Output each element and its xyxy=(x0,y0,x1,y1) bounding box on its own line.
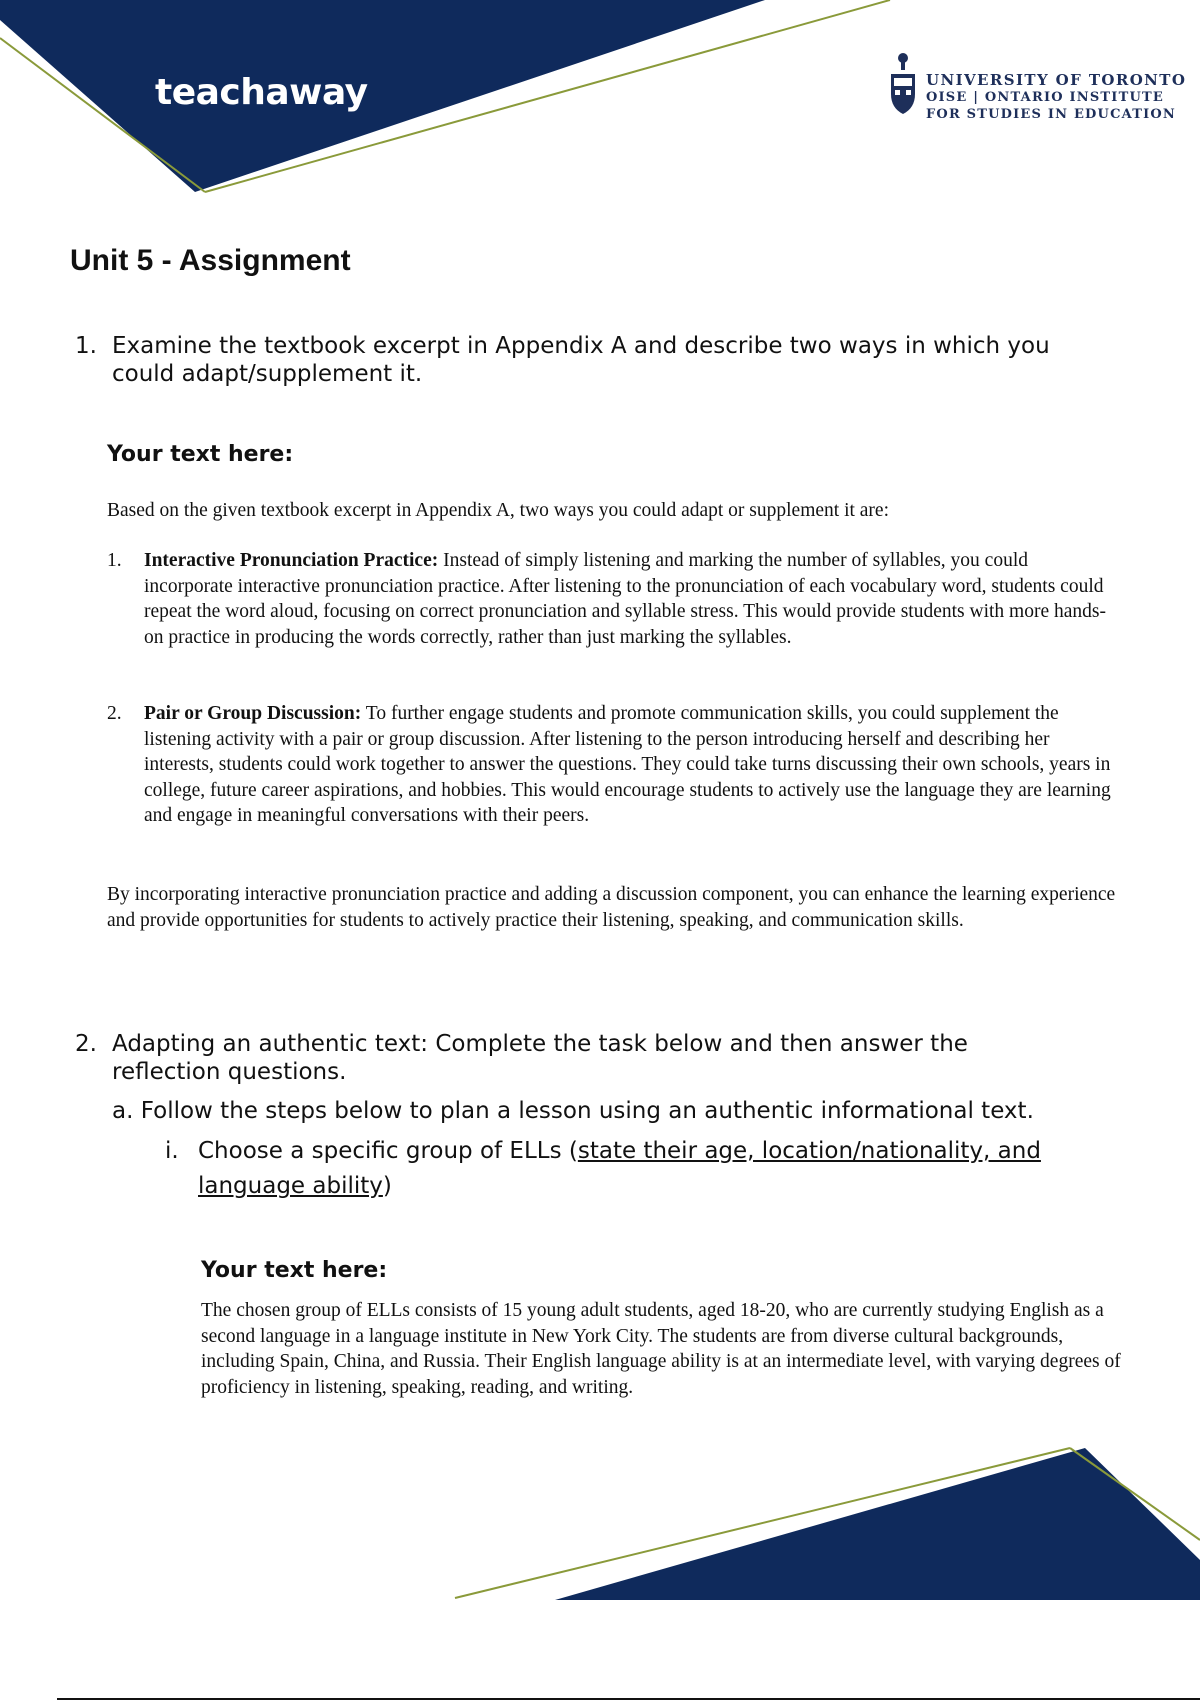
answer-2-heading: Your text here: xyxy=(201,1258,388,1283)
answer-1-item-2-title: Pair or Group Discussion: xyxy=(144,703,362,724)
question-2-number: 2. xyxy=(75,1031,97,1057)
teachaway-logo-text: teachaway xyxy=(155,72,368,113)
answer-1-closing: By incorporating interactive pronunciation practice and adding a discussion component, you can enhance the learning experience and provide opportunities for students to actively practice their listening, speaking, and communication skills. xyxy=(107,884,1116,931)
answer-1-item-1-number: 1. xyxy=(107,550,122,571)
answer-2-text: The chosen group of ELLs consists of 15 young adult students, aged 18-20, who are currently studying English as a second language in a language institute in New York City. The students are from diverse cultural backgrounds, including Spain, China, and Russia. Their English language ability is at an intermediate level, with varying degrees of proficiency in listening, speaking, reading, and writing. xyxy=(201,1300,1121,1398)
answer-1-item-2-number: 2. xyxy=(107,703,122,724)
answer-1-item-1-title: Interactive Pronunciation Practice: xyxy=(144,550,439,571)
question-1-number: 1. xyxy=(75,333,97,359)
uoft-name: UNIVERSITY OF TORONTO xyxy=(926,71,1187,89)
question-2-text: Adapting an authentic text: Complete the task below and then answer the reflection questions. xyxy=(112,1031,968,1085)
uoft-oise-logo xyxy=(888,52,1188,124)
answer-1-item-1-text: Instead of simply listening and marking the number of syllables, you could incorporate interactive pronunciation practice. After listening to the pronunciation of each vocabulary word, students could repeat the word aloud, focusing on correct pronunciation and syllable stress. This would provide students with more hands-on practice in producing the words correctly, rather than just marking the syllables. xyxy=(144,550,1106,648)
question-1-text: Examine the textbook excerpt in Appendix A and describe two ways in which you could adapt/supplement it. xyxy=(112,333,1050,387)
oise-line: OISE | ONTARIO INSTITUTE xyxy=(926,90,1164,105)
answer-1-item-2-text: To further engage students and promote communication skills, you could supplement the listening activity with a pair or group discussion. After listening to the person introducing herself and describing her interests, students could work together to answer the questions. They could take turns discussing their own schools, years in college, future career aspirations, and hobbies. This would encourage students to actively use the language they are learning and engage in meaningful conversations with their peers. xyxy=(144,703,1111,826)
answer-1-item-2 xyxy=(107,701,1117,829)
question-2-part-a-i-text: Choose a specific group of ELLs ( xyxy=(198,1138,578,1164)
answer-1-intro: Based on the given textbook excerpt in Appendix A, two ways you could adapt or supplement it are: xyxy=(107,500,889,521)
question-1 xyxy=(75,332,1075,388)
question-2-part-a-i-close: ) xyxy=(382,1173,392,1199)
question-2-part-a-i-number: i. xyxy=(165,1138,179,1164)
teachaway-logo xyxy=(155,72,368,113)
question-2-part-a-i-underlined: state their age, location/nationality, and language ability xyxy=(198,1138,1041,1199)
question-2-part-a-i xyxy=(165,1134,1065,1204)
question-2 xyxy=(75,1030,1075,1086)
header-navy-shape xyxy=(0,0,765,192)
answer-1-heading: Your text here: xyxy=(107,442,294,467)
question-2-part-a: a. Follow the steps below to plan a lesson using an authentic informational text. xyxy=(112,1098,1034,1124)
answer-1-item-1 xyxy=(107,548,1117,650)
uoft-crest-icon xyxy=(888,52,918,120)
page-title: Unit 5 - Assignment xyxy=(70,244,351,277)
oise-line-2: FOR STUDIES IN EDUCATION xyxy=(926,107,1176,122)
